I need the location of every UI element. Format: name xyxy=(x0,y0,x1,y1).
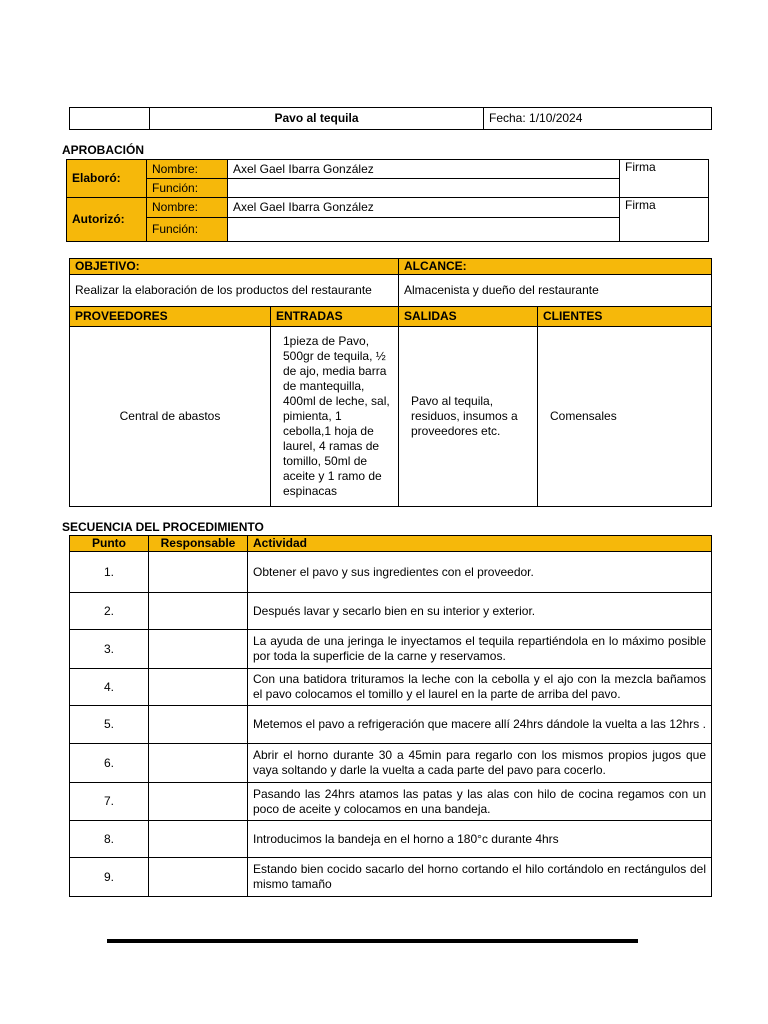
approval-table xyxy=(66,159,709,242)
scope-text: Almacenista y dueño del restaurante xyxy=(399,275,712,307)
step-point: 3. xyxy=(70,630,149,669)
table-row xyxy=(70,593,712,630)
step-activity: Introducimos la bandeja en el horno a 180°c durante 4hrs xyxy=(248,821,712,858)
step-responsible xyxy=(149,669,248,706)
step-responsible xyxy=(149,552,248,593)
step-point: 8. xyxy=(70,821,149,858)
step-responsible xyxy=(149,593,248,630)
objective-header: OBJETIVO: xyxy=(70,259,399,275)
step-activity: Después lavar y secarlo bien en su interior y exterior. xyxy=(248,593,712,630)
table-row xyxy=(70,630,712,669)
scope-header: ALCANCE: xyxy=(399,259,712,275)
table-row xyxy=(70,669,712,706)
approval-signature-field: Firma xyxy=(620,160,709,198)
step-activity: Con una batidora trituramos la leche con la cebolla y el ajo con la mezcla bañamos el pavo colocamos el tomillo y el laurel en la parte de arriba del pavo. xyxy=(248,669,712,706)
procedure-title: SECUENCIA DEL PROCEDIMIENTO xyxy=(62,520,264,534)
approval-name-label: Nombre: xyxy=(147,160,228,179)
column-header-activity: Actividad xyxy=(248,536,712,552)
scope-table xyxy=(69,258,712,507)
step-responsible xyxy=(149,783,248,821)
suppliers-header: PROVEEDORES xyxy=(70,307,271,327)
header-blank-cell xyxy=(70,108,150,130)
step-point: 5. xyxy=(70,706,149,744)
step-responsible xyxy=(149,744,248,783)
step-activity: Estando bien cocido sacarlo del horno cortando el hilo cortándolo en rectángulos del mismo tamaño xyxy=(248,858,712,897)
column-header-point: Punto xyxy=(70,536,149,552)
clients-header: CLIENTES xyxy=(538,307,712,327)
approval-role-elaboro: Elaboró: xyxy=(67,160,147,198)
outputs-header: SALIDAS xyxy=(399,307,538,327)
step-activity: Obtener el pavo y sus ingredientes con el proveedor. xyxy=(248,552,712,593)
approval-function-field xyxy=(228,179,620,198)
approval-function-label: Función: xyxy=(147,179,228,198)
step-point: 4. xyxy=(70,669,149,706)
step-activity: Pasando las 24hrs atamos las patas y las alas con hilo de cocina regamos con un poco de aceite y colocamos en una bandeja. xyxy=(248,783,712,821)
step-point: 9. xyxy=(70,858,149,897)
outputs-cell: Pavo al tequila, residuos, insumos a proveedores etc. xyxy=(399,327,538,507)
table-row xyxy=(70,744,712,783)
inputs-header: ENTRADAS xyxy=(271,307,399,327)
step-activity: Metemos el pavo a refrigeración que macere allí 24hrs dándole la vuelta a las 12hrs . xyxy=(248,706,712,744)
bottom-divider xyxy=(107,939,638,943)
approval-function-field xyxy=(228,218,620,242)
document-date: Fecha: 1/10/2024 xyxy=(484,108,712,130)
table-row xyxy=(70,821,712,858)
approval-role-autorizo: Autorizó: xyxy=(67,198,147,242)
table-row xyxy=(70,706,712,744)
approval-function-label: Función: xyxy=(147,218,228,242)
procedure-table xyxy=(69,535,712,897)
step-point: 7. xyxy=(70,783,149,821)
approval-title: APROBACIÓN xyxy=(62,143,145,157)
table-row xyxy=(70,552,712,593)
step-point: 1. xyxy=(70,552,149,593)
step-responsible xyxy=(149,821,248,858)
document-title: Pavo al tequila xyxy=(150,108,484,130)
approval-name-field: Axel Gael Ibarra González xyxy=(228,160,620,179)
step-activity: La ayuda de una jeringa le inyectamos el tequila repartiéndola en lo máximo posible por toda la superficie de la carne y reservamos. xyxy=(248,630,712,669)
table-row xyxy=(70,783,712,821)
approval-signature-field: Firma xyxy=(620,198,709,242)
clients-cell: Comensales xyxy=(538,327,712,507)
step-point: 2. xyxy=(70,593,149,630)
inputs-cell: 1pieza de Pavo, 500gr de tequila, ½ de ajo, media barra de mantequilla, 400ml de leche, sal, pimienta, 1 cebolla,1 hoja de laurel, 4 ramas de tomillo, 50ml de aceite y 1 ramo de espinacas xyxy=(271,327,399,507)
column-header-responsible: Responsable xyxy=(149,536,248,552)
header-table xyxy=(69,107,712,130)
step-responsible xyxy=(149,630,248,669)
table-row xyxy=(70,858,712,897)
suppliers-cell: Central de abastos xyxy=(70,327,271,507)
step-activity: Abrir el horno durante 30 a 45min para regarlo con los mismos propios jugos que vaya soltando y darle la vuelta a cada parte del pavo para cocerlo. xyxy=(248,744,712,783)
approval-name-field: Axel Gael Ibarra González xyxy=(228,198,620,218)
objective-text: Realizar la elaboración de los productos del restaurante xyxy=(70,275,399,307)
approval-name-label: Nombre: xyxy=(147,198,228,218)
step-responsible xyxy=(149,858,248,897)
step-responsible xyxy=(149,706,248,744)
step-point: 6. xyxy=(70,744,149,783)
